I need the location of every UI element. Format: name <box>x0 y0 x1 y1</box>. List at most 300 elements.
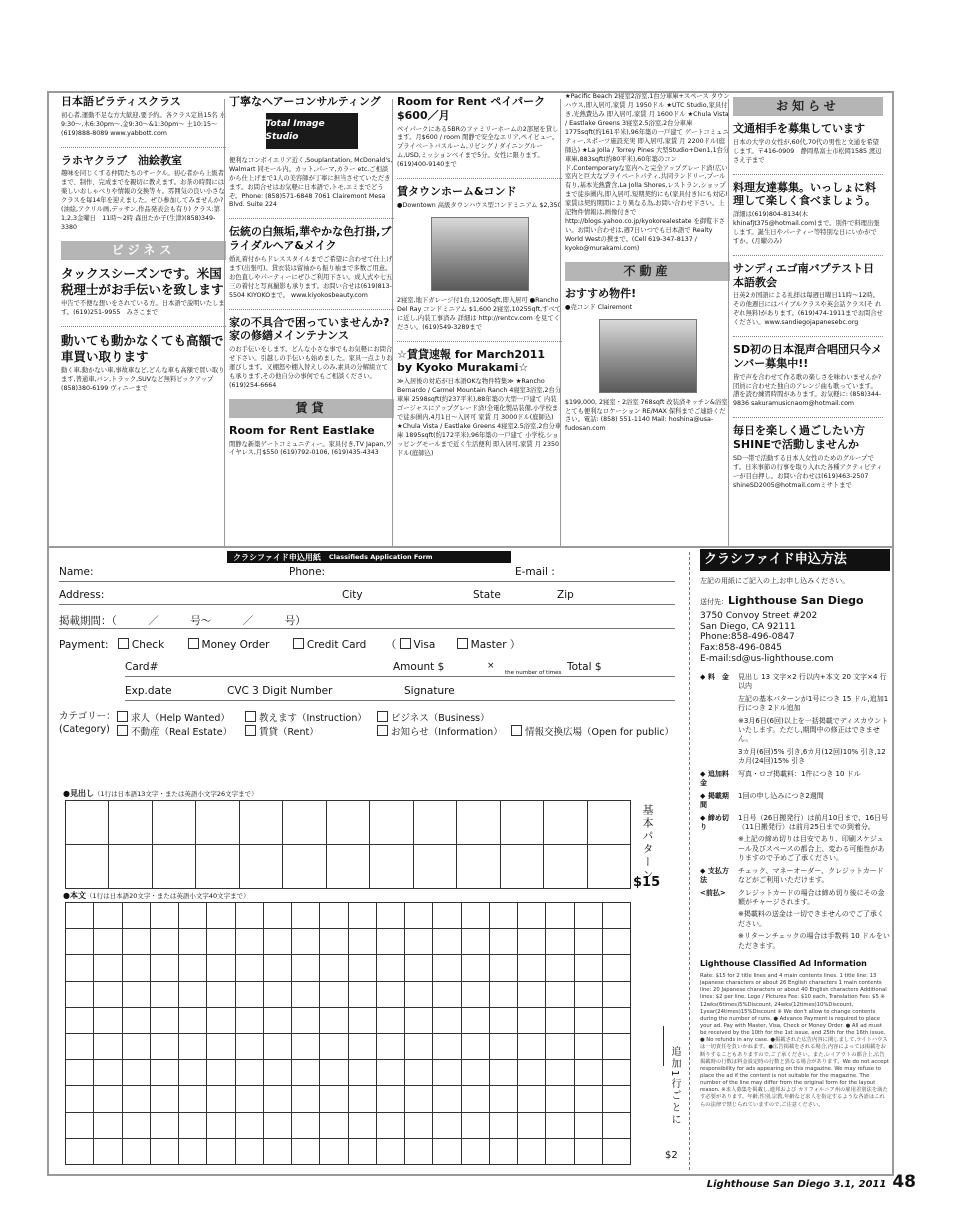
grid-cell[interactable] <box>179 903 207 929</box>
grid-cell[interactable] <box>66 1008 94 1034</box>
grid-cell[interactable] <box>236 903 264 929</box>
grid-cell[interactable] <box>109 845 152 889</box>
grid-cell[interactable] <box>207 1113 235 1139</box>
grid-cell[interactable] <box>603 1034 631 1060</box>
grid-cell[interactable] <box>292 1008 320 1034</box>
help-wanted-label: 求人（Help Wanted） <box>131 713 230 724</box>
grid-cell[interactable] <box>207 1139 235 1165</box>
grid-cell[interactable] <box>196 845 239 889</box>
grid-cell[interactable] <box>94 955 122 981</box>
business-checkbox[interactable] <box>377 711 388 722</box>
category-real-estate[interactable] <box>117 724 232 738</box>
grid-cell[interactable] <box>320 929 348 955</box>
grid-cell[interactable] <box>349 903 377 929</box>
credit-card-checkbox[interactable] <box>293 638 304 649</box>
grid-cell[interactable] <box>433 1034 461 1060</box>
grid-cell[interactable] <box>207 1008 235 1034</box>
grid-cell[interactable] <box>588 845 631 889</box>
grid-cell[interactable] <box>603 903 631 929</box>
grid-cell[interactable] <box>153 801 196 845</box>
grid-cell[interactable] <box>320 1139 348 1165</box>
grid-cell[interactable] <box>546 1086 574 1112</box>
grid-cell[interactable] <box>66 1139 94 1165</box>
grid-cell[interactable] <box>370 845 413 889</box>
grid-cell[interactable] <box>179 1086 207 1112</box>
deadline-value: 1日号（26日搬発行）は前月10日まで、16日号（11日搬発行）は前月25日までの到着分。 <box>738 813 889 831</box>
info-row-add <box>700 770 890 789</box>
grid-cell[interactable] <box>575 1086 603 1112</box>
grid-cell[interactable] <box>588 801 631 845</box>
grid-cell[interactable] <box>349 1113 377 1139</box>
grid-cell[interactable] <box>123 1060 151 1086</box>
information-checkbox[interactable] <box>377 725 388 736</box>
grid-cell[interactable] <box>236 1008 264 1034</box>
times-symbol: × <box>487 661 495 671</box>
grid-cell[interactable] <box>292 1034 320 1060</box>
grid-cell[interactable] <box>66 955 94 981</box>
grid-cell[interactable] <box>94 1086 122 1112</box>
info-intro: 左記の用紙にご記入の上,お申し込みください。 <box>700 576 850 585</box>
grid-cell[interactable] <box>405 1060 433 1086</box>
grid-cell[interactable] <box>94 1139 122 1165</box>
company-name: Lighthouse San Diego <box>728 593 864 607</box>
grid-cell[interactable] <box>320 1034 348 1060</box>
grid-cell[interactable] <box>603 929 631 955</box>
grid-cell[interactable] <box>433 1139 461 1165</box>
grid-cell[interactable] <box>603 1008 631 1034</box>
grid-cell[interactable] <box>236 929 264 955</box>
category-label-jp: カテゴリー： <box>59 711 116 722</box>
grid-cell[interactable] <box>575 1113 603 1139</box>
period-value: 1回の申し込みにつき2週間 <box>738 791 824 800</box>
divider <box>229 309 394 310</box>
grid-cell[interactable] <box>151 929 179 955</box>
grid-cell[interactable] <box>236 982 264 1008</box>
grid-cell[interactable] <box>433 1113 461 1139</box>
info-row-fee-4 <box>700 748 890 767</box>
section-header-rent: 賃貸 <box>229 399 394 418</box>
grid-cell[interactable] <box>490 903 518 929</box>
grid-cell[interactable] <box>66 903 94 929</box>
note-value: クレジットカードの場合は締め切り後にその金額がチャージされます。 <box>738 888 885 906</box>
grid-cell[interactable] <box>94 903 122 929</box>
grid-cell[interactable] <box>518 1060 546 1086</box>
grid-cell[interactable] <box>462 1086 490 1112</box>
grid-cell[interactable] <box>349 929 377 955</box>
grid-cell[interactable] <box>292 982 320 1008</box>
grid-cell[interactable] <box>292 1060 320 1086</box>
grid-cell[interactable] <box>94 1060 122 1086</box>
grid-cell[interactable] <box>151 1060 179 1086</box>
grid-cell[interactable] <box>292 1086 320 1112</box>
grid-cell[interactable] <box>518 903 546 929</box>
grid-cell[interactable] <box>179 1060 207 1086</box>
email-address[interactable]: E-mail:sd@us-lighthouse.com <box>700 654 834 665</box>
grid-cell[interactable] <box>490 1060 518 1086</box>
grid-cell[interactable] <box>433 1086 461 1112</box>
grid-cell[interactable] <box>603 1060 631 1086</box>
grid-cell[interactable] <box>457 801 500 845</box>
grid-cell[interactable] <box>518 1008 546 1034</box>
grid-cell[interactable] <box>66 1113 94 1139</box>
divider <box>733 336 883 337</box>
grid-cell[interactable] <box>264 1086 292 1112</box>
card-field[interactable] <box>125 676 675 677</box>
grid-cell[interactable] <box>349 1139 377 1165</box>
grid-cell[interactable] <box>414 801 457 845</box>
category-instruction[interactable] <box>245 710 367 724</box>
grid-cell[interactable] <box>518 929 546 955</box>
grid-cell[interactable] <box>320 1113 348 1139</box>
grid-cell[interactable] <box>518 982 546 1008</box>
body-label: ●本文 <box>63 891 86 900</box>
en-info-body: Rate: $15 for 2 title lines and 4 main contents lines. 1 title line: 13 Japanese characters or about 26 English characters 1 main contents line: 20 Japanese characters or about 40 English characters Additional lines: $2 per line, Logo / Pictures Fee: $10 each, Translation Fee: $5 ※ 12wks(6times)5%Discount, 24wks(12times)10%Discount, 1year(24times)15%Discount ※ We don't allow to change contents during the number of runs. ● Advance Payment is required to place your ad. Pay with Master, Visa, Check or Money Order. ● All ad must be received by the 10th for the 1st issue, and 25th for the 16th issue. ● No refunds in any case. ●掲載された広告内容に関しまして,ライトハウスは一切責任を負いかねます。●広告掲載をされる場合,内容によっては掲載をお断りすることもありますので,ご了承ください。また,レイアウトの都合上,広告掲載時の行数は料金設定時の行数と異なる場合があります。We do not accept responsibility for ads appearing on this magazine. We may refuse to place the ad if the content is not suitable for the magazine. The number of the line may differ from the original form for the layout reason. ※求人募集を掲載し,連邦および カリフォルニア州の雇用差別法を満たす必要があります。年齢,性別,宗教,年齢など求人を指定するような各語はこれらの法律で禁じられていますので,ご注意ください。 <box>700 972 889 1108</box>
name-field[interactable] <box>59 581 675 582</box>
divider <box>733 255 883 256</box>
grid-cell[interactable] <box>151 1113 179 1139</box>
grid-cell[interactable] <box>462 1008 490 1034</box>
address-line-2: San Diego, CA 92111 <box>700 621 796 632</box>
master-checkbox[interactable] <box>457 638 468 649</box>
grid-cell[interactable] <box>94 1034 122 1060</box>
category-business[interactable] <box>377 710 490 724</box>
grid-cell[interactable] <box>179 1139 207 1165</box>
grid-cell[interactable] <box>151 903 179 929</box>
grid-cell[interactable] <box>292 1113 320 1139</box>
category-open-for-public[interactable] <box>511 724 674 738</box>
category-help-wanted[interactable] <box>117 710 230 724</box>
ad-body: ≫入居後の対応が日本語OKな物件特集≫ ★Rancho Bernardo / Carmel Mountain Ranch 4寝室3浴室,2台分車庫 2598sqft(約237平米),88年築の大型一戸建て 内装ゴージャスにアップグレード済!全電化製品装備,小学校まで徒歩圏内,4月1日〜入居可 家賃 月 3000ドル(庭師込) ★Chula Vista / Eastlake Greens 4寝室2.5浴室,2台分車庫 1895sqft(約172平米),96年築の一戸建て 小学校,ショッピングモールまで近く生活便利 即入居可,家賃 月 2350ドル(庭師込) <box>397 378 562 457</box>
grid-cell[interactable] <box>94 1113 122 1139</box>
grid-cell[interactable] <box>377 1139 405 1165</box>
grid-cell[interactable] <box>292 1139 320 1165</box>
column-1 <box>61 93 226 546</box>
grid-cell[interactable] <box>603 1139 631 1165</box>
grid-cell[interactable] <box>207 903 235 929</box>
instruction-checkbox[interactable] <box>245 711 256 722</box>
grid-cell[interactable] <box>490 1008 518 1034</box>
grid-cell[interactable] <box>123 1113 151 1139</box>
column-3 <box>397 93 562 546</box>
check-checkbox[interactable] <box>118 638 129 649</box>
grid-cell[interactable] <box>320 982 348 1008</box>
exp-field[interactable] <box>125 700 675 701</box>
heading-grid[interactable] <box>65 800 631 889</box>
grid-cell[interactable] <box>123 955 151 981</box>
grid-cell[interactable] <box>377 1113 405 1139</box>
grid-cell[interactable] <box>236 955 264 981</box>
grid-cell[interactable] <box>377 1034 405 1060</box>
grid-cell[interactable] <box>66 982 94 1008</box>
ad-title: Room for Rent ペイパーク $600／月 <box>397 95 557 122</box>
name-label: Name: <box>59 566 94 578</box>
grid-cell[interactable] <box>66 929 94 955</box>
grid-cell[interactable] <box>123 1008 151 1034</box>
grid-cell[interactable] <box>151 955 179 981</box>
grid-cell[interactable] <box>320 1060 348 1086</box>
grid-cell[interactable] <box>603 1113 631 1139</box>
base-price: $15 <box>633 875 661 890</box>
grid-cell[interactable] <box>236 1139 264 1165</box>
grid-cell[interactable] <box>349 955 377 981</box>
email-label: E-mail : <box>515 566 555 578</box>
grid-cell[interactable] <box>433 1008 461 1034</box>
grid-cell[interactable] <box>123 1139 151 1165</box>
grid-cell[interactable] <box>518 1113 546 1139</box>
grid-cell[interactable] <box>179 982 207 1008</box>
grid-cell[interactable] <box>151 1034 179 1060</box>
grid-cell[interactable] <box>236 1086 264 1112</box>
grid-cell[interactable] <box>179 1113 207 1139</box>
grid-cell[interactable] <box>462 1139 490 1165</box>
grid-cell[interactable] <box>207 955 235 981</box>
grid-cell[interactable] <box>433 929 461 955</box>
grid-cell[interactable] <box>405 1139 433 1165</box>
grid-cell[interactable] <box>327 801 370 845</box>
payment-label: Payment: <box>59 639 109 651</box>
ad-title: SD初の日本混声合唱団只今メンバー募集中!! <box>733 343 883 370</box>
grid-cell[interactable] <box>462 1113 490 1139</box>
grid-cell[interactable] <box>414 845 457 889</box>
body-grid[interactable] <box>65 902 631 1165</box>
ad-body: 申告で不便な想いをされている方。日本語で説明いたします。(619)251-9955 みさこまで <box>61 300 225 317</box>
grid-cell[interactable] <box>123 982 151 1008</box>
fee-value: 見出し 13 文字×2 行以内+本文 20 文字×4 行以内 <box>738 672 887 691</box>
ad-body: 詳細は(619)804-8134(木khinafjt375@hotmail.com)まで。別件で料理出張します。誕生日やパーティー等特別な日にいかがですか。(月曜のみ) <box>733 211 880 245</box>
grid-cell[interactable] <box>405 1034 433 1060</box>
grid-cell[interactable] <box>603 955 631 981</box>
grid-cell[interactable] <box>240 845 283 889</box>
grid-cell[interactable] <box>575 1008 603 1034</box>
help-wanted-checkbox[interactable] <box>117 711 128 722</box>
grid-cell[interactable] <box>575 1034 603 1060</box>
signature-label: Signature <box>404 685 455 697</box>
grid-cell[interactable] <box>405 1086 433 1112</box>
grid-cell[interactable] <box>66 1034 94 1060</box>
grid-cell[interactable] <box>292 903 320 929</box>
grid-cell[interactable] <box>207 1086 235 1112</box>
grid-cell[interactable] <box>207 929 235 955</box>
grid-cell[interactable] <box>518 1034 546 1060</box>
grid-cell[interactable] <box>546 1139 574 1165</box>
grid-cell[interactable] <box>240 801 283 845</box>
phone-label: Phone: <box>289 566 326 578</box>
grid-cell[interactable] <box>264 982 292 1008</box>
ad-body: 趣味を同じくする仲間たちのサークル。初心者から上級者まで、制作、完成までを親切に教えます。お茶の時間には楽しいおしゃべりや情報の交換等々。雰囲気の良い小さなクラスを毎14年を迎えました。ぜひ参加してみませんか? (油絵,アクリル画,デッサン,作品発表会も有り) クラス:第1,2,3金曜日 11時〜2時 森田たか子(生津)(858)349-3380 <box>61 170 225 231</box>
grid-cell[interactable] <box>151 1086 179 1112</box>
ad-body: 便利なコンボイエリア近く,Souplantation, McDonald's, Walmart 同モール内。カット,パーマ,カラー etc.ご相談から仕上げまで1人の美容師が丁寧に担当させていただきます。お問合せはお気軽に日本語で,トモ,エミまでどうぞ。Phone: (858)571-6848 7061 Clairemont Mesa Blvd. Suite 224 <box>229 156 393 209</box>
grid-cell[interactable] <box>264 1060 292 1086</box>
grid-cell[interactable] <box>501 801 544 845</box>
grid-cell[interactable] <box>433 982 461 1008</box>
grid-cell[interactable] <box>377 955 405 981</box>
grid-cell[interactable] <box>179 1008 207 1034</box>
grid-cell[interactable] <box>546 1113 574 1139</box>
grid-cell[interactable] <box>490 1113 518 1139</box>
grid-cell[interactable] <box>501 845 544 889</box>
paren-open: （ <box>385 639 397 651</box>
grid-cell[interactable] <box>123 1034 151 1060</box>
grid-cell[interactable] <box>94 982 122 1008</box>
grid-cell[interactable] <box>66 801 109 845</box>
grid-cell[interactable] <box>349 982 377 1008</box>
grid-cell[interactable] <box>320 903 348 929</box>
grid-cell[interactable] <box>320 1086 348 1112</box>
grid-cell[interactable] <box>320 955 348 981</box>
grid-cell[interactable] <box>546 1034 574 1060</box>
add-value: 写真・ロゴ掲載料：1件につき 10 ドル <box>738 769 861 778</box>
grid-cell[interactable] <box>179 1034 207 1060</box>
grid-cell[interactable] <box>462 903 490 929</box>
grid-cell[interactable] <box>292 929 320 955</box>
grid-cell[interactable] <box>207 1060 235 1086</box>
grid-cell[interactable] <box>264 1008 292 1034</box>
grid-cell[interactable] <box>575 982 603 1008</box>
grid-cell[interactable] <box>377 982 405 1008</box>
grid-cell[interactable] <box>123 1086 151 1112</box>
grid-cell[interactable] <box>546 1060 574 1086</box>
grid-cell[interactable] <box>377 929 405 955</box>
grid-cell[interactable] <box>349 1008 377 1034</box>
grid-cell[interactable] <box>94 929 122 955</box>
rent-checkbox[interactable] <box>245 725 256 736</box>
grid-cell[interactable] <box>603 982 631 1008</box>
grid-cell[interactable] <box>349 1086 377 1112</box>
ad-title: 動いても動かなくても高額で車買い取ります <box>61 333 224 364</box>
grid-cell[interactable] <box>264 929 292 955</box>
grid-cell[interactable] <box>546 955 574 981</box>
grid-cell[interactable] <box>546 929 574 955</box>
grid-cell[interactable] <box>179 955 207 981</box>
grid-cell[interactable] <box>123 929 151 955</box>
grid-cell[interactable] <box>377 1086 405 1112</box>
grid-cell[interactable] <box>433 1060 461 1086</box>
grid-cell[interactable] <box>490 1086 518 1112</box>
grid-cell[interactable] <box>109 801 152 845</box>
grid-cell[interactable] <box>433 903 461 929</box>
grid-cell[interactable] <box>196 801 239 845</box>
grid-cell[interactable] <box>546 1008 574 1034</box>
period-field[interactable] <box>59 628 675 629</box>
grid-cell[interactable] <box>433 955 461 981</box>
info-row-period <box>700 792 890 811</box>
grid-cell[interactable] <box>546 903 574 929</box>
real-estate-checkbox[interactable] <box>117 725 128 736</box>
grid-cell[interactable] <box>457 845 500 889</box>
grid-cell[interactable] <box>264 1139 292 1165</box>
money-order-checkbox[interactable] <box>188 638 199 649</box>
total-label: Total $ <box>567 661 602 673</box>
info-row-fee-2 <box>700 695 890 714</box>
grid-cell[interactable] <box>490 982 518 1008</box>
grid-cell[interactable] <box>153 845 196 889</box>
grid-cell[interactable] <box>462 1034 490 1060</box>
grid-cell[interactable] <box>283 845 326 889</box>
grid-cell[interactable] <box>236 1034 264 1060</box>
grid-cell[interactable] <box>236 1060 264 1086</box>
category-information[interactable] <box>377 724 503 738</box>
address-field[interactable] <box>59 604 675 605</box>
grid-cell[interactable] <box>123 903 151 929</box>
grid-cell[interactable] <box>264 1034 292 1060</box>
grid-cell[interactable] <box>292 955 320 981</box>
grid-cell[interactable] <box>490 1034 518 1060</box>
grid-cell[interactable] <box>544 845 587 889</box>
grid-cell[interactable] <box>575 955 603 981</box>
grid-cell[interactable] <box>575 903 603 929</box>
info-row-fee <box>700 673 890 692</box>
grid-cell[interactable] <box>377 1060 405 1086</box>
grid-cell[interactable] <box>518 955 546 981</box>
grid-cell[interactable] <box>377 903 405 929</box>
grid-cell[interactable] <box>349 1060 377 1086</box>
category-rent[interactable] <box>245 724 319 738</box>
grid-cell[interactable] <box>490 1139 518 1165</box>
grid-cell[interactable] <box>462 1060 490 1086</box>
grid-cell[interactable] <box>603 1086 631 1112</box>
grid-cell[interactable] <box>405 982 433 1008</box>
grid-cell[interactable] <box>575 1060 603 1086</box>
ad-title: 料理友達募集。いっしょに料理して楽しく食べましょう。 <box>733 180 876 208</box>
grid-cell[interactable] <box>546 982 574 1008</box>
grid-cell[interactable] <box>544 801 587 845</box>
grid-cell[interactable] <box>236 1113 264 1139</box>
grid-cell[interactable] <box>490 955 518 981</box>
grid-cell[interactable] <box>377 1008 405 1034</box>
grid-cell[interactable] <box>151 982 179 1008</box>
grid-cell[interactable] <box>207 982 235 1008</box>
grid-cell[interactable] <box>575 929 603 955</box>
info-row-deadline-2 <box>700 835 890 863</box>
grid-cell[interactable] <box>151 1008 179 1034</box>
grid-cell[interactable] <box>66 1086 94 1112</box>
open-for-public-checkbox[interactable] <box>511 725 522 736</box>
divider <box>733 417 883 418</box>
visa-checkbox[interactable] <box>400 638 411 649</box>
grid-cell[interactable] <box>264 1113 292 1139</box>
grid-cell[interactable] <box>490 929 518 955</box>
open-for-public-label: 情報交換広場（Open for public） <box>525 727 675 738</box>
grid-cell[interactable] <box>462 955 490 981</box>
grid-cell[interactable] <box>349 1034 377 1060</box>
ad-body: 皆で声を合わせて作る歌の楽しさを味わいませんか? 団員に合わせた独自のアレンジ曲も歌っています。譜を読む練習時間があります。お気軽に: (858)344-9836 sakuramusicnaom@hotmail.com <box>733 373 882 408</box>
grid-cell[interactable] <box>405 955 433 981</box>
grid-cell[interactable] <box>179 929 207 955</box>
grid-cell[interactable] <box>264 955 292 981</box>
grid-cell[interactable] <box>283 801 326 845</box>
grid-cell[interactable] <box>405 929 433 955</box>
grid-cell[interactable] <box>405 903 433 929</box>
grid-cell[interactable] <box>518 1139 546 1165</box>
grid-cell[interactable] <box>370 801 413 845</box>
grid-cell[interactable] <box>66 845 109 889</box>
grid-cell[interactable] <box>94 1008 122 1034</box>
grid-cell[interactable] <box>405 1113 433 1139</box>
grid-cell[interactable] <box>462 982 490 1008</box>
grid-cell[interactable] <box>518 1086 546 1112</box>
grid-cell[interactable] <box>462 929 490 955</box>
grid-cell[interactable] <box>66 1060 94 1086</box>
grid-cell[interactable] <box>405 1008 433 1034</box>
grid-cell[interactable] <box>327 845 370 889</box>
heading-section-label <box>63 788 258 799</box>
grid-cell[interactable] <box>320 1008 348 1034</box>
grid-cell[interactable] <box>575 1139 603 1165</box>
grid-cell[interactable] <box>151 1139 179 1165</box>
column-divider <box>224 99 225 547</box>
grid-cell[interactable] <box>264 903 292 929</box>
grid-cell[interactable] <box>207 1034 235 1060</box>
